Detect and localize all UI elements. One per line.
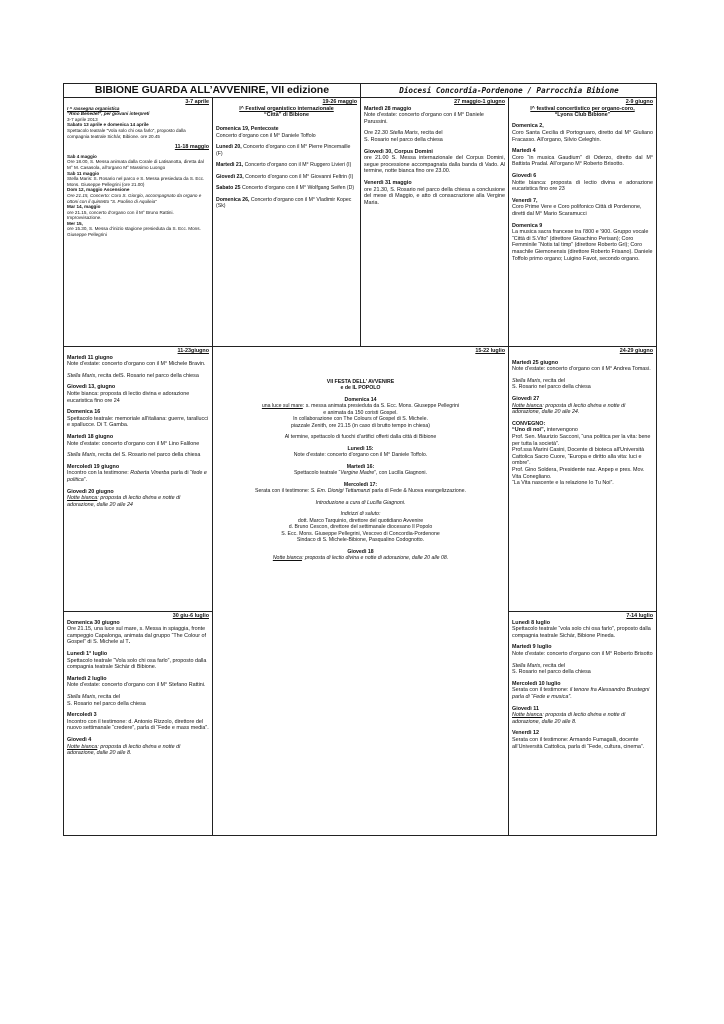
festa-subtitle: e de IL POPOLO (340, 385, 381, 392)
convegno-title: “Uno di noi”, (512, 427, 546, 434)
event-text: ore 21.00 S. Messa internazionale del Corpus Domini, segue processione accompagnata dalla banda di Vado. Al termine, notte bianca fino ore 23.00. (364, 155, 505, 175)
event-day: Mer 15, (67, 220, 83, 226)
event-title: BIBIONE GUARDA ALL’AVVENIRE, VII edizione (64, 84, 361, 97)
event-text: Vergine Madre (340, 470, 375, 477)
event-day: Martedì 11 giugno (67, 354, 113, 361)
event-text: d. Bruno Cescon, direttore del settimanale diocesano Il Popolo (288, 524, 433, 531)
event-text: , recita del S. Rosario nel parco della chiesa (95, 452, 201, 459)
event-text: Prof. Gino Soldera, Presidente naz. Anpep e pres. Mov. Vita Conegliano. (512, 466, 645, 480)
festival-heading: I^ Festival organistico internazionale (239, 105, 334, 112)
event-text: e animata da 150 coristi Gospel. (323, 409, 398, 416)
event-text: Stella Maris (67, 372, 96, 379)
event-text: Notte bianca (512, 712, 543, 719)
cell-june (64, 347, 212, 611)
text-line: 3-7 aprile 2013 (67, 116, 98, 122)
event-text: ore 15.30, S. Messa d’inizio stagione presieduta da S. Ecc. Mons. Giuseppe Pellegrini (67, 226, 201, 238)
event-text: Spettacolo teatrale “ (293, 470, 341, 477)
event-text: Sindaco di S. Michele-Bibione, Pasqualino Codognotto. (296, 537, 425, 544)
event-text: Prof.ssa Marini Casini, Docente di bioteca all’Università Cattolica Sacro Cuore, “Europa e diritto alla vita: luci e ombre”. (512, 447, 645, 467)
event-day: Lunedì 20, (216, 144, 242, 151)
event-text: Ore 18.00, S. Messa animata dalla Corale di Latisanotta, diretta dal M° M. Casasola, all’organo M° Massimo Luongo (67, 159, 204, 170)
event-text: Note d’estate: concerto d’organo con il M° Lino Falilone (67, 440, 200, 447)
event-text: Serata con il testimone: (512, 687, 570, 694)
event-day: Mar 14, maggio (67, 204, 101, 210)
date-range: 7-14 luglio (626, 613, 653, 619)
event-text: , recita del (540, 377, 566, 384)
event-text: Stella Maris: S. Rosario nel parco e S. Messa presieduta da S. Ecc. Mons. Giuseppe Pellegrini (ore 21.00) (67, 176, 205, 187)
event-text: Stella Maris (512, 662, 541, 669)
event-text: S. Rosario nel parco della chiesa (512, 384, 591, 391)
event-text: Serata con il testimone: (255, 488, 311, 495)
title-bar (64, 84, 656, 98)
event-day: Martedì 16: (346, 463, 375, 470)
event-text: ore 21.30, S. Rosario nel parco della chiesa a conclusione del mese di Maggio, e atto di consacrazione alla Vergine Maria. (364, 186, 505, 206)
event-text: parla di Fede & Nuova evangelizzazione. (370, 488, 466, 495)
event-text: dott. Marco Tarquinio, direttore del quotidiano Avvenire (297, 517, 424, 524)
event-text: Concerto d’organo con il M° Wolfgang Seifen (D) (241, 185, 355, 192)
date-range: 30 giu-6 luglio (172, 613, 209, 619)
event-day: Lunedì 8 luglio (512, 619, 551, 626)
event-day: Lunedì 1° luglio (67, 650, 108, 657)
event-text: : proposta di lectio divina e notte di adorazione, dalle 20 alle 24. (512, 402, 626, 416)
event-day: Sabato 13 aprile e domenica 14 aprile (67, 122, 149, 128)
event-day: Mercoledì 10 luglio (512, 680, 561, 687)
event-text: S. Ecc. Mons. Giuseppe Pellegrini, Vescovo di Concordia-Pordenone (281, 530, 440, 537)
cell-mid-july (509, 612, 656, 835)
date-range: 19-26 maggio (322, 99, 357, 105)
event-text: Notte bianca (67, 743, 98, 750)
event-text: Concerto d’organo con il M° Ruggero Livieri (I) (244, 162, 352, 169)
event-day: Giovedì 11 (512, 705, 539, 712)
event-text: La musica sacra francese tra l’800 e ’900. Gruppo vocale “Città di S.Vito” (direttore Gioachino Perisan); Coro Femminile “Notis tal timp” (direttore Roberto Gri); Coro maschile Giemonensis (direttore Roberto Frisano). Daniele Toffolo primo organo; Luigino Favot, secondo organo. (512, 229, 653, 262)
event-day: Domenica 19, Pentecoste (216, 126, 279, 133)
event-day: Mercoledì 19 giugno (67, 463, 120, 470)
program-sheet (63, 83, 657, 836)
date-range: 2-9 giugno (625, 99, 653, 105)
event-text: Stella Maris (512, 377, 541, 384)
section-heading: I ^ rassegna organistica (67, 105, 120, 111)
event-day: Martedì 28 maggio (364, 105, 412, 112)
event-text: Notte bianca (512, 402, 543, 409)
event-day: Martedì 4 (512, 148, 536, 155)
festival-subheading: “Città” di Bibione (264, 112, 309, 118)
event-text: Note d’estate: concerto d’organo con il M° Andrea Tomasi. (512, 366, 651, 373)
event-text: Roberta Vinerba (130, 470, 170, 477)
event-day: Giovedì 27 (512, 395, 540, 402)
date-range: 15-22 luglio (475, 348, 505, 354)
event-text: Coro Santa Cecilia di Portogruaro, diretto dal M° Giuliano Fracasso. All’organo, Silvio Celeghin. (512, 130, 653, 143)
cell-festa-avvenire (213, 347, 508, 835)
date-range: 24-29 giugno (619, 348, 653, 354)
festival-subheading: “Lyons Club Bibione” (554, 112, 611, 118)
event-day: Domenica 9 (512, 222, 543, 229)
cell-april-may (64, 98, 212, 346)
event-day: Sab 4 maggio (67, 153, 97, 159)
event-text: Notte bianca: proposta di lectio divina e adorazione eucaristica fino ore 24 (67, 390, 190, 404)
event-text: , recita del (540, 662, 566, 669)
event-text: Ore 21.15, una luce sul mare, s. Messa in spiaggia, fronte campeggio Capalonga, animata dal gruppo “The Colour of Gospel” di S. Michele al T (67, 626, 207, 646)
cell-early-july (64, 612, 212, 835)
cell-may-june (361, 98, 508, 346)
event-day: Domenica 30 giugno (67, 619, 120, 626)
event-text: Spettacolo teatrale “vola solo chi osa farlo”, proposto dalla compagnia teatrale Sichàr, Bibione Pineda. (512, 626, 651, 639)
date-range: 11-23giugno (177, 348, 209, 354)
event-text: Note d’estate: concerto d’organo con il M° Michele Bravin. (67, 361, 206, 368)
event-day: Sab 11 maggio (67, 170, 100, 176)
event-day: Sabato 25 (216, 185, 241, 192)
event-day: Martedì 9 luglio (512, 644, 552, 651)
event-text: S. Rosario nel parco della chiesa (512, 669, 591, 676)
date-range: 11-18 maggio (174, 144, 209, 151)
event-text: Coro “in musica Gaudium” di Oderzo, diretto dal M° Battista Pradal. All’organo M° Roberto Brisotto. (512, 154, 653, 168)
date-range: 3-7 aprile (185, 99, 209, 105)
event-day: Venerdì 7, (512, 197, 538, 204)
event-text: , recita del (417, 130, 443, 137)
date-range: 27 maggio-1 giugno (454, 99, 505, 105)
event-text: Incontro con la testimone: (67, 470, 131, 477)
event-text: Ore 21.15, Concerto: Coro S. Giorgio, accompagnato da organo e ottoni con il quintetto “S. Paolino di Aquileia” (67, 192, 202, 204)
event-day: Martedì 25 giugno (512, 359, 559, 366)
event-text: : s. messa animata presieduta da S. Ecc. Mons. Giuseppe Pellegrini (302, 403, 460, 410)
event-day: Martedì 2 luglio (67, 675, 107, 682)
event-text: Spettacolo teatrale “Vola solo chi osa farlo”, proposto dalla compagnia teatrale Sichàr di Bibione. (67, 657, 207, 671)
festa-title: VII FESTA DELL’ AVVENIRE (326, 378, 395, 385)
event-text: Stella Maris (67, 452, 96, 459)
event-text: Stella Maris (67, 693, 96, 700)
event-day: Giovedì 6 (512, 172, 537, 179)
event-text: una luce sul mare (261, 403, 303, 410)
event-day: Venerdì 12 (512, 730, 539, 737)
event-text: Concerto d’organo con il M° Giovanni Feltrin (I) (245, 173, 354, 180)
event-text: ”, con Lucilla Giagnoni. (374, 470, 428, 477)
organizer-title: Diocesi Concordia-Pordenone / Parrocchia Bibione (399, 86, 619, 95)
event-text: Prof. Sen. Maurizio Sacconi, “una politica per la vita: bene per tutta la società”. (512, 433, 651, 447)
event-day: Giovedì 23, (216, 173, 244, 180)
event-text: : proposta di lectio divina e notte di adorazione, dalle 20 alle 08. (301, 555, 449, 562)
event-day: Lunedì 15: (347, 445, 374, 452)
event-day: Giovedì 4 (67, 736, 92, 743)
greetings-heading: Indirizzi di saluto: (340, 511, 381, 518)
event-text: Stella Maris (389, 130, 418, 137)
event-text: Concerto d’organo con il M° Daniele Toffolo (216, 132, 316, 139)
event-text: S. Rosario nel parco della chiesa (67, 700, 146, 707)
event-day: Giovedì 13, giugno (67, 384, 116, 391)
event-text: “La Vita nascente e la relazione Io Tu Noi”. (512, 480, 614, 487)
event-day: Giovedì 18 (347, 548, 374, 555)
event-text: , recita del (95, 693, 121, 700)
cell-late-june (509, 347, 656, 611)
cell-festival-organistico (213, 98, 360, 346)
event-day: Domenica 26, (216, 196, 250, 203)
event-day: Mercoledì 17: (343, 481, 378, 488)
festival-heading: I^ festival concertistico per organo-coro, (530, 105, 635, 112)
event-text: Introduzione a cura di Lucilla Giagnoni. (315, 499, 406, 506)
event-text: piazzale Zenith, ore 21.15 (in caso di brutto tempo in chiesa) (291, 422, 430, 429)
event-text: Serata con il testimone: Armando Fumagalli, docente all’Università Cattolica, parla di “Fede, cultura, cinema”. (512, 736, 645, 750)
event-day: Domenica 14 (344, 396, 377, 403)
event-text: In collaborazione con The Colours of Gospel di S. Michele. (293, 416, 428, 423)
event-text: S. Rosario nel parco della chiesa (364, 136, 443, 143)
event-day: Domenica 16 (67, 409, 101, 416)
event-day: Giovedì 30, Corpus Domini (364, 148, 433, 155)
event-text: Coro Prime Vere e Coro polifonico Città di Pordenone, diretti dal M° Mario Scaramucci (512, 204, 642, 217)
event-text: intervengono (545, 427, 578, 434)
event-text: Notte bianca (67, 495, 98, 502)
event-text: S. Em. Dionigi Tettamanzi (310, 488, 371, 495)
event-day: Domenica 2, (512, 123, 544, 130)
event-text: Ore 22.30 (364, 130, 390, 137)
section-subheading: “Rino Benedet”, per giovani interpreti (67, 111, 150, 117)
event-day: Giovedì 20 giugno (67, 488, 114, 495)
event-text: Note d’estate: concerto d’organo con il M° Daniele Parussini. (364, 112, 484, 125)
event-text: il tenore fra Alessandro Brustegni parla di “Fede e musica” (512, 687, 650, 700)
event-text: Notte bianca (272, 555, 302, 562)
cell-festival-concertistico (509, 98, 656, 346)
event-text: Note d’estate: concerto d’organo con il M° Stefano Rattini. (67, 682, 206, 689)
event-text: : proposta di lectio divina e notte di adorazione, dalle 20 alle 8. (67, 743, 181, 757)
event-text: . (128, 639, 131, 646)
event-text: ore 21.15, concerto d’organo con il M° Bruno Rattini. Improvvisazione. (67, 209, 174, 221)
event-day: Mercoledì 3 (67, 712, 97, 719)
event-text: , recita delS. Rosario nel parco della chiesa (95, 372, 199, 379)
event-text: Note d’estate: concerto d’organo con il M° Daniele Toffolo. (293, 452, 428, 459)
event-day: Venerdì 31 maggio (364, 179, 412, 186)
event-text: Spettacolo teatrale: memoriale all’italiana: guerre, tarallucci e spallucce. Di T. Gamba. (67, 415, 209, 429)
event-day: Dom 12, maggio Ascensione (67, 187, 130, 193)
event-text: : proposta di lectio divina e notte di adorazione, dalle 20 alle 24 (67, 495, 181, 508)
event-text: ”. (83, 476, 88, 483)
event-text: Incontro con il testimone: d. Antonio Rizzolo, direttore del nuovo settimanale “credere”, parla di “Fede e mass media”. (67, 718, 209, 732)
event-text: Spettacolo teatrale “Vola solo chi osa farlo”, proposto dalla compagnia teatrale Sichàr, Bibione. ore 20.45 (67, 127, 186, 139)
event-text: . (570, 693, 572, 700)
event-text: Al termine, spettacolo di fuochi d’artifici offerti dalla città di Bibione (284, 434, 437, 441)
event-day: Martedì 21, (216, 162, 244, 169)
event-text: Note d’estate: concerto d’organo con il M° Roberto Brisotto (512, 650, 653, 657)
event-text: Concerto d’organo con il M° Vladimir Kopec (Sk) (216, 196, 352, 210)
convegno-heading: CONVEGNO: (512, 420, 546, 427)
event-text: Notte bianca: proposta di lectio divina e adorazione eucaristica fino ore 23 (512, 179, 653, 193)
event-text: fede e politica (67, 470, 207, 483)
event-text: parla di “ (169, 470, 192, 477)
event-day: Martedì 18 giugno (67, 433, 114, 440)
event-text: : proposta di lectio divina e notte di adorazione, dalle 20 alle 8. (512, 712, 626, 725)
event-text: Concerto d’organo con il M° Pierre Pincemaille (F) (216, 144, 351, 157)
